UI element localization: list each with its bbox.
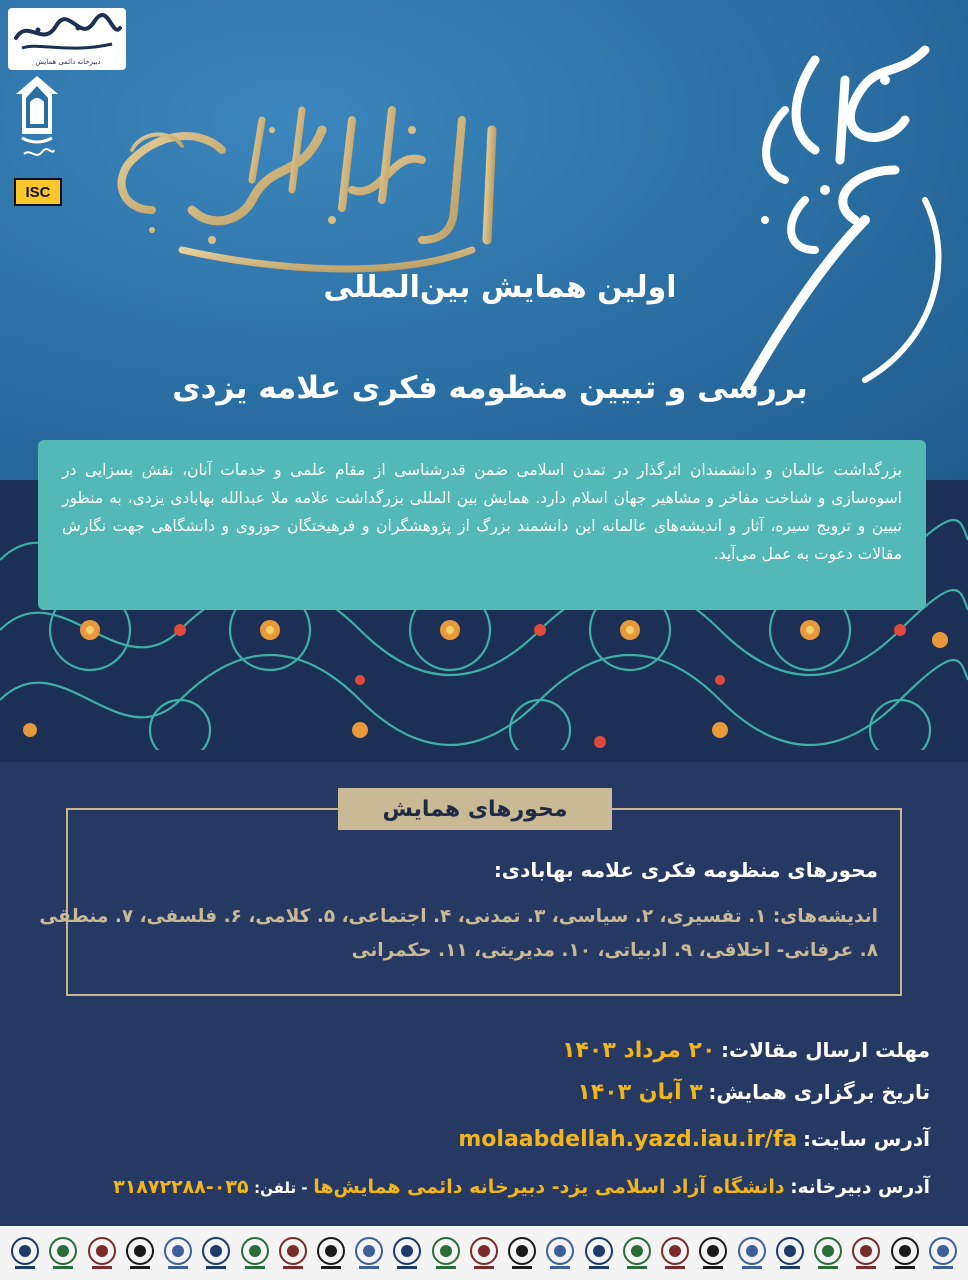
date-label: تاریخ برگزاری همایش: — [708, 1080, 930, 1104]
seal-icon — [276, 1233, 310, 1273]
phone-label: - تلفن: — [254, 1179, 308, 1197]
axes-label-box — [338, 788, 612, 830]
deadline-label: مهلت ارسال مقالات: — [720, 1038, 930, 1062]
seal-icon — [314, 1233, 348, 1273]
conference-subtitle: بررسی و تبیین منظومه فکری علامه یزدی — [172, 370, 808, 406]
date-value: ۳ آبان ۱۴۰۳ — [577, 1080, 703, 1105]
seal-icon — [199, 1233, 233, 1273]
seal-icon — [888, 1233, 922, 1273]
date-row — [577, 1080, 930, 1105]
seal-icon — [811, 1233, 845, 1273]
seal-icon — [390, 1233, 424, 1273]
deadline-row — [562, 1038, 930, 1063]
seal-icon — [85, 1233, 119, 1273]
secretariat-value: دانشگاه آزاد اسلامی یزد- دبیرخانه دائمی همایش‌ها — [313, 1176, 785, 1198]
axes-heading: محورهای منظومه فکری علامه بهابادی: — [493, 858, 878, 882]
seal-icon — [543, 1233, 577, 1273]
seal-icon — [429, 1233, 463, 1273]
isc-label: ISC — [25, 183, 51, 201]
conference-title: اولین همایش بین‌المللی — [323, 270, 677, 305]
seal-icon — [582, 1233, 616, 1273]
secretariat-label: آدرس دبیرخانه: — [790, 1177, 930, 1198]
seal-icon — [735, 1233, 769, 1273]
isc-logo — [14, 178, 62, 206]
university-logo — [12, 72, 62, 167]
axes-list — [39, 900, 878, 968]
seal-icon — [161, 1233, 195, 1273]
site-row — [458, 1127, 930, 1152]
intro-text: بزرگداشت عالمان و دانشمندان اثرگذار در تمدن اسلامی ضمن قدرشناسی از مقام علمی و خدمات آنان، نقش بسزایی در اسوه‌سازی و شناخت مفاخر و مشاهیر جهان اسلام دارد. همایش بین المللی بزرگداشت علامه ملا عبدالله بهابادی یزدی، به منظور تبیین و ترویج سیره، آثار و اندیشه‌های عالمانه این دانشمند بزرگ از پژوهشگران و فرهیختگان حوزوی و دانشگاهی جهت نگارش مقالات دعوت به عمل می‌آید. — [62, 461, 902, 563]
seal-icon — [123, 1233, 157, 1273]
seal-icon — [238, 1233, 272, 1273]
seal-icon — [773, 1233, 807, 1273]
seal-icon — [505, 1233, 539, 1273]
seal-icon — [926, 1233, 960, 1273]
call-for-papers-calligraphy — [725, 20, 965, 390]
seal-icon — [467, 1233, 501, 1273]
axes-line-2: ۸. عرفانی- اخلاقی، ۹. ادبیاتی، ۱۰. مدیریتی، ۱۱. حکمرانی — [351, 940, 878, 961]
seal-icon — [620, 1233, 654, 1273]
seal-icon — [849, 1233, 883, 1273]
deadline-value: ۲۰ مرداد ۱۴۰۳ — [562, 1038, 716, 1063]
seal-icon — [696, 1233, 730, 1273]
axes-label: محورهای همایش — [382, 796, 568, 822]
seal-icon — [658, 1233, 692, 1273]
logo-caption: دبیرخانه دائمی همایش — [35, 58, 101, 66]
seal-icon — [46, 1233, 80, 1273]
axes-line-1: اندیشه‌های: ۱. تفسیری، ۲. سیاسی، ۳. تمدنی، ۴. اجتماعی، ۵. کلامی، ۶. فلسفی، ۷. منطقی — [39, 906, 878, 927]
site-label: آدرس سایت: — [802, 1127, 930, 1151]
phone-value: ۰۳۵-۳۱۸۷۲۲۸۸ — [113, 1176, 249, 1198]
conference-logo — [8, 8, 126, 70]
seal-icon — [352, 1233, 386, 1273]
calligraphy-title — [92, 90, 522, 290]
secretariat-row — [113, 1176, 930, 1198]
seal-icon — [8, 1233, 42, 1273]
intro-box — [38, 440, 926, 610]
sponsor-logos — [0, 1226, 968, 1280]
site-link[interactable]: molaabdellah.yazd.iau.ir/fa — [458, 1127, 798, 1152]
